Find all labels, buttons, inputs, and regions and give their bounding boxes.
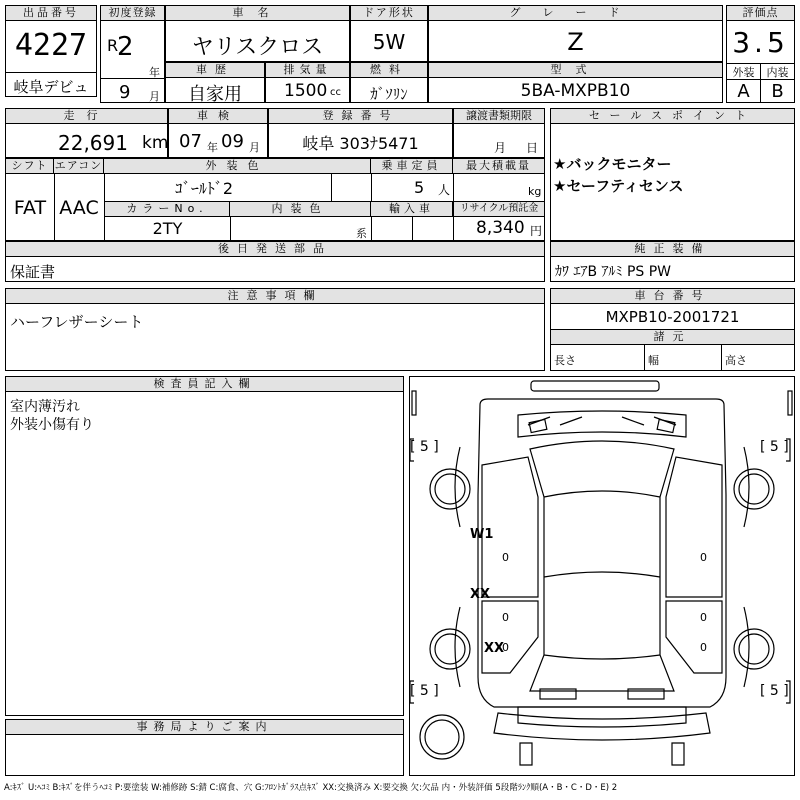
dim-height-label: 高さ bbox=[725, 354, 747, 367]
equipment: ｶﾜ ｴｱB ｱﾙﾐ PS PW bbox=[555, 264, 672, 280]
grade-label: グレード bbox=[429, 6, 722, 21]
legend: A:ｷｽﾞ U:ﾍｺﾐ B:ｷｽﾞを伴うﾍｺﾐ P:要塗装 W:補修跡 S:錆 C:腐食、穴 G:ﾌﾛﾝﾄｶﾞﾗｽ点ｷｽﾞ XX:交換済み X:要交換 欠:欠品 内・外装評価 5段階ﾗﾝｸ順(A・B・C・D・E) 2 bbox=[4, 783, 618, 793]
inspection-month-unit: 月 bbox=[249, 141, 260, 154]
chassis-label: 車台番号 bbox=[551, 289, 794, 304]
month-unit: 月 bbox=[149, 90, 160, 103]
aircon-label: エアコン bbox=[54, 159, 103, 172]
inspection-box bbox=[168, 108, 268, 158]
inspector-label: 検査員記入欄 bbox=[6, 377, 403, 392]
color-no: 2TY bbox=[152, 219, 183, 238]
inspection-year: 07 bbox=[179, 131, 202, 152]
sales-points-label: セールスポイント bbox=[551, 109, 794, 124]
grade-box bbox=[428, 5, 723, 62]
door-type: 5W bbox=[372, 30, 406, 54]
sales-points-box bbox=[550, 108, 795, 241]
car-name: ヤリスクロス bbox=[191, 35, 324, 60]
mileage-box bbox=[5, 108, 168, 158]
exterior-color: ｺﾞｰﾙﾄﾞ2 bbox=[174, 179, 234, 198]
inspection-label: 車検 bbox=[169, 109, 267, 124]
damage-mark: W1 bbox=[470, 527, 494, 542]
fuel-label: 燃料 bbox=[351, 63, 427, 78]
damage-mark: XX bbox=[470, 587, 491, 602]
lot-number: 4227 bbox=[14, 28, 88, 63]
chassis-box bbox=[550, 288, 795, 371]
history-label: 車歴 bbox=[166, 63, 264, 78]
transfer-box bbox=[453, 108, 545, 158]
score-label: 評価点 bbox=[727, 6, 794, 21]
plate-number: 岐阜 303ﾅ5471 bbox=[302, 134, 419, 153]
first-reg-label: 初度登録 bbox=[101, 6, 164, 21]
recycle-unit: 円 bbox=[530, 224, 543, 238]
color-no-label: カラーNo. bbox=[105, 202, 230, 217]
first-reg-month: 9 bbox=[119, 82, 131, 103]
transfer-month-unit: 月 bbox=[494, 141, 507, 155]
notes: ハーフレザーシート bbox=[10, 313, 144, 331]
capacity: 5 bbox=[414, 178, 425, 197]
interior-color-suffix: 系 bbox=[356, 227, 367, 240]
max-load-unit: kg bbox=[528, 185, 542, 198]
later-parts-box bbox=[5, 241, 545, 282]
history-box bbox=[165, 62, 265, 103]
shift-label: シフト bbox=[6, 159, 54, 174]
capacity-unit: 人 bbox=[438, 183, 451, 197]
fuel-box bbox=[350, 62, 428, 103]
damage-mark: XX bbox=[484, 641, 505, 656]
venue: 岐阜デビュ bbox=[13, 78, 89, 96]
later-parts-label: 後日発送部品 bbox=[6, 242, 544, 257]
lot-box bbox=[5, 5, 97, 97]
car-name-box bbox=[165, 5, 350, 62]
car-diagram-svg bbox=[410, 377, 794, 775]
lot-label: 出品番号 bbox=[6, 6, 96, 21]
sales-point-item: ★セーフティセンス bbox=[553, 177, 684, 195]
inspector-line: 外装小傷有り bbox=[10, 417, 94, 433]
model-code: 5BA-MXPB10 bbox=[520, 81, 631, 101]
aircon: AAC bbox=[59, 197, 99, 219]
damage-mark-sub: 0 bbox=[502, 611, 509, 624]
damage-mark-sub: 0 bbox=[502, 641, 509, 654]
max-load-label: 最大積載量 bbox=[453, 159, 544, 174]
score-box bbox=[726, 5, 795, 103]
chassis-number: MXPB10-2001721 bbox=[605, 308, 740, 326]
transfer-day-unit: 日 bbox=[526, 141, 539, 155]
tire-condition: [ 5 ] bbox=[760, 439, 789, 455]
mileage: 22,691 bbox=[58, 131, 128, 155]
spec-box bbox=[5, 158, 545, 241]
panel-zero: 0 bbox=[700, 641, 707, 654]
fuel: ｶﾞｿﾘﾝ bbox=[370, 85, 408, 103]
capacity-label: 乗車定員 bbox=[371, 159, 453, 174]
office-box bbox=[5, 719, 404, 776]
plate-label: 登録番号 bbox=[269, 109, 452, 124]
first-reg-box bbox=[100, 5, 165, 103]
notes-box bbox=[5, 288, 545, 371]
dimensions-label: 諸元 bbox=[551, 330, 794, 345]
door-box bbox=[350, 5, 428, 62]
recycle: 8,340 bbox=[476, 218, 525, 238]
ext-score: A bbox=[737, 81, 750, 102]
inspection-year-unit: 年 bbox=[207, 141, 218, 154]
model-box bbox=[428, 62, 723, 103]
shift: FAT bbox=[13, 197, 47, 219]
ext-label: 外装 bbox=[732, 66, 755, 79]
first-reg-year: 2 bbox=[117, 32, 134, 62]
grade: Z bbox=[567, 28, 584, 56]
damage-mark-sub: 0 bbox=[502, 551, 509, 564]
tire-condition: [ 5 ] bbox=[410, 683, 439, 699]
int-label: 内装 bbox=[766, 66, 789, 79]
displacement-label: 排気量 bbox=[266, 63, 349, 78]
era: R bbox=[107, 36, 119, 55]
inspector-line: 室内薄汚れ bbox=[10, 399, 80, 415]
score: 3.5 bbox=[732, 26, 789, 59]
mileage-label: 走行 bbox=[6, 109, 167, 124]
dim-length-label: 長さ bbox=[554, 354, 576, 367]
history: 自家用 bbox=[188, 84, 242, 105]
tire-condition: [ 5 ] bbox=[760, 683, 789, 699]
model-label: 型式 bbox=[429, 63, 722, 78]
transfer-label: 譲渡書類期限 bbox=[454, 109, 544, 124]
inspection-month: 09 bbox=[221, 131, 244, 152]
int-score: B bbox=[771, 81, 784, 102]
displacement: 1500 bbox=[284, 81, 328, 101]
year-unit: 年 bbox=[149, 66, 160, 79]
panel-zero: 0 bbox=[700, 551, 707, 564]
sales-point-item: ★バックモニター bbox=[553, 155, 672, 173]
exterior-color-label: 外装色 bbox=[104, 159, 371, 174]
panel-zero: 0 bbox=[700, 611, 707, 624]
door-label: ドア形状 bbox=[351, 6, 427, 21]
displacement-box bbox=[265, 62, 350, 103]
inspector-box bbox=[5, 376, 404, 716]
car-name-label: 車名 bbox=[166, 6, 349, 21]
recycle-label: リサイクル預託金 bbox=[454, 202, 544, 217]
office-label: 事務局よりご案内 bbox=[6, 720, 403, 735]
dim-width-label: 幅 bbox=[648, 354, 659, 367]
equipment-box bbox=[550, 241, 795, 282]
displacement-unit: cc bbox=[330, 87, 341, 98]
later-parts: 保証書 bbox=[10, 263, 56, 281]
car-diagram bbox=[409, 376, 795, 776]
equipment-label: 純正装備 bbox=[551, 242, 794, 257]
mileage-unit: km bbox=[142, 133, 169, 153]
tire-condition: [ 5 ] bbox=[410, 439, 439, 455]
plate-box bbox=[268, 108, 453, 158]
notes-label: 注意事項欄 bbox=[6, 289, 544, 304]
interior-color-label: 内装色 bbox=[230, 202, 371, 217]
import-label: 輸入車 bbox=[371, 202, 453, 217]
